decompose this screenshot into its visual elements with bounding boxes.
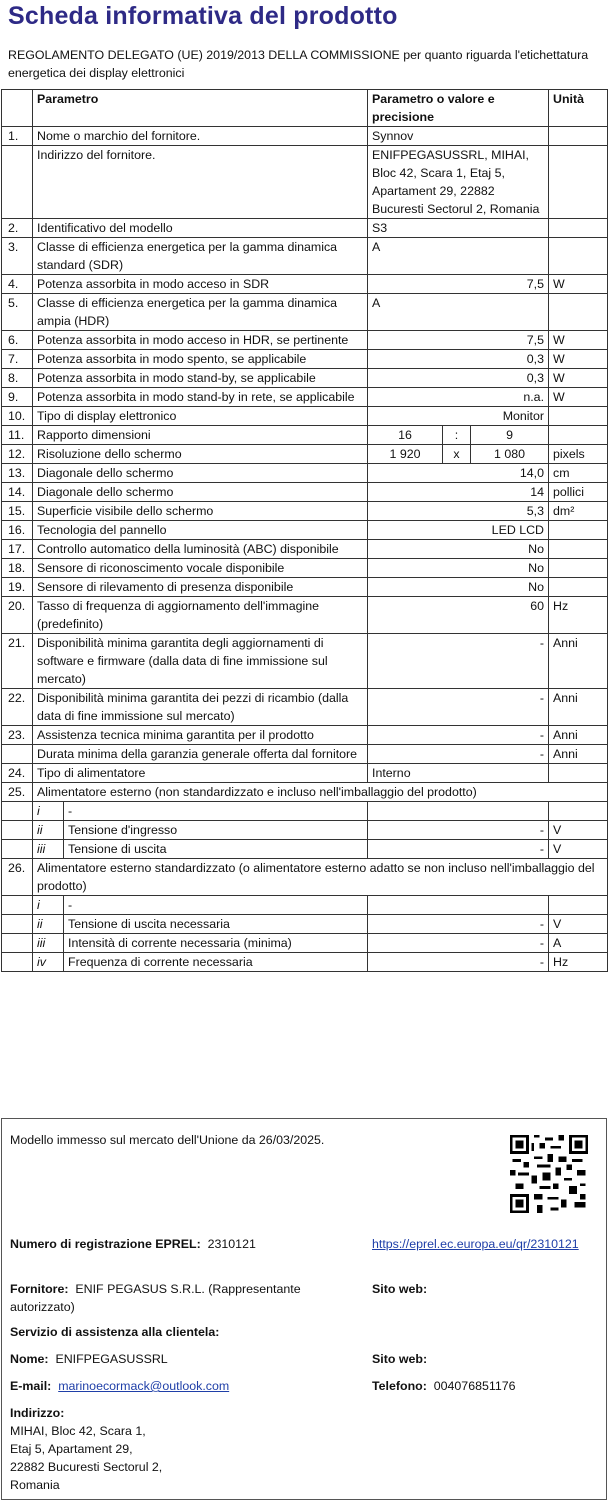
row-parameter: Diagonale dello schermo: [33, 483, 368, 502]
address-line: 22882 Bucuresti Sectorul 2,: [10, 1460, 163, 1474]
row-value: n.a.: [368, 388, 549, 407]
table-row: [2, 350, 608, 369]
email-link[interactable]: marinoecormack@outlook.com: [58, 1379, 230, 1393]
psu-item-label: -: [64, 802, 368, 821]
table-row: [2, 726, 608, 745]
psu-heading: Alimentatore esterno standardizzato (o alimentatore esterno adatto se non incluso nell'imballaggio del prodotto): [33, 859, 608, 896]
website-label-1: Sito web:: [372, 1282, 428, 1296]
blank-cell: [2, 802, 33, 821]
email-label: E-mail:: [10, 1379, 52, 1393]
table-row: [2, 331, 608, 350]
row-parameter: Classe di efficienza energetica per la gamma dinamica ampia (HDR): [33, 294, 368, 331]
psu-item-unit: Hz: [549, 953, 608, 972]
row-parameter: Disponibilità minima garantita degli aggiornamenti di software e firmware (dalla data di fine immissione sul mercato): [33, 634, 368, 689]
row-unit: [549, 127, 608, 146]
row-parameter: Tipo di display elettronico: [33, 407, 368, 426]
psu-item-row: [2, 896, 608, 915]
address-block: [10, 1422, 310, 1494]
row-value: 5,3: [368, 502, 549, 521]
table-row: [2, 426, 608, 445]
psu-item-unit: [549, 896, 608, 915]
table-row: [2, 275, 608, 294]
psu-item-value: [368, 802, 549, 821]
row-parameter: Nome o marchio del fornitore.: [33, 127, 368, 146]
row-number: 9.: [2, 388, 33, 407]
supplier-value: ENIF PEGASUS S.R.L. (Rappresentante autorizzato): [10, 1282, 301, 1314]
row-unit: pollici: [549, 483, 608, 502]
psu-heading: Alimentatore esterno (non standardizzato e incluso nell'imballaggio del prodotto): [33, 783, 608, 802]
row-unit: [549, 559, 608, 578]
row-unit: [549, 407, 608, 426]
row-value-1: 1 920: [368, 445, 443, 464]
blank-cell: [2, 915, 33, 934]
row-parameter: Classe di efficienza energetica per la gamma dinamica standard (SDR): [33, 238, 368, 275]
row-parameter: Potenza assorbita in modo stand-by, se applicabile: [33, 369, 368, 388]
table-row: [2, 521, 608, 540]
psu-item-row: [2, 821, 608, 840]
row-value: No: [368, 559, 549, 578]
psu-item-label: Tensione di uscita: [64, 840, 368, 859]
row-unit: dm²: [549, 502, 608, 521]
row-value: Interno: [368, 764, 549, 783]
row-number: 19.: [2, 578, 33, 597]
header-param: Parametro: [33, 90, 368, 127]
psu-item-row: [2, 934, 608, 953]
row-unit: cm: [549, 464, 608, 483]
table-row: [2, 369, 608, 388]
row-unit: Anni: [549, 726, 608, 745]
row-number: 13.: [2, 464, 33, 483]
name-value: ENIFPEGASUSSRL: [55, 1352, 168, 1366]
row-parameter: Tasso di frequenza di aggiornamento dell'immagine (predefinito): [33, 597, 368, 634]
psu-item-index: i: [33, 802, 64, 821]
row-parameter: Potenza assorbita in modo acceso in HDR, se pertinente: [33, 331, 368, 350]
row-unit: [549, 219, 608, 238]
table-row: [2, 146, 608, 219]
row-unit: Anni: [549, 745, 608, 764]
row-value-2: 9: [471, 426, 549, 445]
row-value: -: [368, 726, 549, 745]
market-date-text: Modello immesso sul mercato dell'Unione da 26/03/2025.: [10, 1133, 325, 1147]
blank-cell: [2, 896, 33, 915]
qr-code-icon[interactable]: [510, 1135, 588, 1213]
row-value: 14: [368, 483, 549, 502]
table-row: [2, 445, 608, 464]
row-parameter: Disponibilità minima garantita dei pezzi di ricambio (dalla data di fine immissione sul mercato): [33, 689, 368, 726]
row-value: ENIFPEGASUSSRL, MIHAI, Bloc 42, Scara 1, Etaj 5, Apartament 29, 22882 Bucuresti Sectorul 2, Romania: [368, 146, 549, 219]
row-value: -: [368, 745, 549, 764]
psu-item-unit: V: [549, 840, 608, 859]
row-parameter: Risoluzione dello schermo: [33, 445, 368, 464]
psu-heading-row: [2, 859, 608, 896]
row-unit: [549, 294, 608, 331]
row-parameter: Identificativo del modello: [33, 219, 368, 238]
row-value-1: 16: [368, 426, 443, 445]
psu-item-value: -: [368, 953, 549, 972]
row-parameter: Controllo automatico della luminosità (ABC) disponibile: [33, 540, 368, 559]
row-unit: [549, 521, 608, 540]
table-row: [2, 764, 608, 783]
table-row: [2, 540, 608, 559]
row-number: 12.: [2, 445, 33, 464]
row-value: -: [368, 634, 549, 689]
address-label: Indirizzo:: [10, 1406, 65, 1420]
row-parameter: Indirizzo del fornitore.: [33, 146, 368, 219]
row-number: 25.: [2, 783, 33, 802]
blank-cell: [2, 821, 33, 840]
psu-item-value: [368, 896, 549, 915]
eprel-registration: [10, 1235, 360, 1253]
row-unit: [549, 426, 608, 445]
row-number: [2, 146, 33, 219]
address-line: MIHAI, Bloc 42, Scara 1,: [10, 1424, 146, 1438]
row-value: No: [368, 540, 549, 559]
address-line: Etaj 5, Apartament 29,: [10, 1442, 133, 1456]
row-parameter: Potenza assorbita in modo stand-by in rete, se applicabile: [33, 388, 368, 407]
phone-row: [372, 1377, 516, 1395]
table-header-row: [2, 90, 608, 127]
psu-item-unit: [549, 802, 608, 821]
psu-item-value: -: [368, 821, 549, 840]
psu-item-index: iv: [33, 953, 64, 972]
row-number: 3.: [2, 238, 33, 275]
row-number: 1.: [2, 127, 33, 146]
row-number: 17.: [2, 540, 33, 559]
psu-item-label: Tensione d'ingresso: [64, 821, 368, 840]
eprel-number: 2310121: [207, 1237, 256, 1251]
row-parameter: Sensore di riconoscimento vocale disponibile: [33, 559, 368, 578]
table-row: [2, 559, 608, 578]
row-number: 14.: [2, 483, 33, 502]
psu-item-value: -: [368, 840, 549, 859]
row-number: 16.: [2, 521, 33, 540]
row-number: 10.: [2, 407, 33, 426]
table-row: [2, 745, 608, 764]
website-label-2: Sito web:: [372, 1352, 428, 1366]
row-value: S3: [368, 219, 549, 238]
psu-item-value: -: [368, 934, 549, 953]
psu-item-index: ii: [33, 821, 64, 840]
psu-item-unit: V: [549, 821, 608, 840]
row-parameter: Potenza assorbita in modo acceso in SDR: [33, 275, 368, 294]
table-row: [2, 483, 608, 502]
eprel-link[interactable]: https://eprel.ec.europa.eu/qr/2310121: [372, 1237, 579, 1251]
row-unit: W: [549, 331, 608, 350]
table-row: [2, 238, 608, 275]
eprel-label: Numero di registrazione EPREL:: [10, 1237, 201, 1251]
row-parameter: Assistenza tecnica minima garantita per il prodotto: [33, 726, 368, 745]
psu-heading-row: [2, 783, 608, 802]
row-number: 20.: [2, 597, 33, 634]
row-separator: x: [443, 445, 471, 464]
row-parameter: Superficie visibile dello schermo: [33, 502, 368, 521]
header-unit: Unità: [549, 90, 608, 127]
psu-item-unit: A: [549, 934, 608, 953]
row-parameter: Tecnologia del pannello: [33, 521, 368, 540]
table-row: [2, 127, 608, 146]
psu-item-row: [2, 840, 608, 859]
name-row: [10, 1350, 168, 1368]
row-unit: [549, 540, 608, 559]
row-unit: [549, 238, 608, 275]
supplier-info-panel: [1, 1118, 607, 1500]
row-separator: :: [443, 426, 471, 445]
table-row: [2, 294, 608, 331]
row-number: 2.: [2, 219, 33, 238]
row-value: 7,5: [368, 275, 549, 294]
psu-item-index: ii: [33, 915, 64, 934]
supplier-label: Fornitore:: [10, 1282, 69, 1296]
row-value: -: [368, 689, 549, 726]
row-unit: W: [549, 369, 608, 388]
row-value: Synnov: [368, 127, 549, 146]
psu-item-index: i: [33, 896, 64, 915]
table-row: [2, 388, 608, 407]
row-value: 14,0: [368, 464, 549, 483]
row-parameter: Diagonale dello schermo: [33, 464, 368, 483]
row-parameter: Sensore di rilevamento di presenza disponibile: [33, 578, 368, 597]
row-value: 7,5: [368, 331, 549, 350]
row-parameter: Tipo di alimentatore: [33, 764, 368, 783]
row-unit: Anni: [549, 634, 608, 689]
row-number: 24.: [2, 764, 33, 783]
row-unit: W: [549, 275, 608, 294]
supplier-row: [10, 1280, 362, 1316]
row-unit: W: [549, 350, 608, 369]
email-row: [10, 1377, 229, 1395]
row-number: 6.: [2, 331, 33, 350]
row-number: 22.: [2, 689, 33, 726]
psu-item-index: iii: [33, 934, 64, 953]
psu-item-index: iii: [33, 840, 64, 859]
table-row: [2, 502, 608, 521]
row-number: 11.: [2, 426, 33, 445]
psu-item-label: Tensione di uscita necessaria: [64, 915, 368, 934]
row-unit: pixels: [549, 445, 608, 464]
row-number: 21.: [2, 634, 33, 689]
row-unit: [549, 764, 608, 783]
row-number: 8.: [2, 369, 33, 388]
row-number: [2, 745, 33, 764]
psu-item-row: [2, 953, 608, 972]
blank-cell: [2, 934, 33, 953]
row-number: 18.: [2, 559, 33, 578]
row-number: 26.: [2, 859, 33, 896]
row-number: 15.: [2, 502, 33, 521]
row-number: 7.: [2, 350, 33, 369]
row-value: 0,3: [368, 369, 549, 388]
row-unit: [549, 146, 608, 219]
page-title: Scheda informativa del prodotto: [8, 2, 398, 30]
row-value: Monitor: [368, 407, 549, 426]
row-value: 60: [368, 597, 549, 634]
table-row: [2, 407, 608, 426]
row-parameter: Potenza assorbita in modo spento, se applicabile: [33, 350, 368, 369]
phone-label: Telefono:: [372, 1379, 427, 1393]
phone-value: 004076851176: [433, 1379, 516, 1393]
blank-cell: [2, 953, 33, 972]
psu-item-label: Intensità di corrente necessaria (minima): [64, 934, 368, 953]
psu-item-label: -: [64, 896, 368, 915]
table-row: [2, 578, 608, 597]
row-unit: W: [549, 388, 608, 407]
row-parameter: Durata minima della garanzia generale offerta dal fornitore: [33, 745, 368, 764]
psu-item-unit: V: [549, 915, 608, 934]
psu-item-label: Frequenza di corrente necessaria: [64, 953, 368, 972]
table-row: [2, 689, 608, 726]
row-value-2: 1 080: [471, 445, 549, 464]
psu-item-row: [2, 915, 608, 934]
table-row: [2, 597, 608, 634]
row-value: LED LCD: [368, 521, 549, 540]
address-line: Romania: [10, 1478, 60, 1492]
row-parameter: Rapporto dimensioni: [33, 426, 368, 445]
customer-service-heading: Servizio di assistenza alla clientela:: [10, 1325, 220, 1339]
row-value: 0,3: [368, 350, 549, 369]
row-value: A: [368, 238, 549, 275]
table-row: [2, 219, 608, 238]
row-number: 4.: [2, 275, 33, 294]
row-value: A: [368, 294, 549, 331]
table-row: [2, 464, 608, 483]
row-value: No: [368, 578, 549, 597]
row-number: 5.: [2, 294, 33, 331]
psu-item-value: -: [368, 915, 549, 934]
row-unit: [549, 578, 608, 597]
row-unit: Anni: [549, 689, 608, 726]
regulation-subtitle: REGOLAMENTO DELEGATO (UE) 2019/2013 DELLA COMMISSIONE per quanto riguarda l'etichettatura energetica dei display elettronici: [8, 48, 589, 80]
spec-table: [1, 89, 608, 972]
table-row: [2, 634, 608, 689]
psu-item-row: [2, 802, 608, 821]
blank-cell: [2, 840, 33, 859]
row-unit: Hz: [549, 597, 608, 634]
row-number: 23.: [2, 726, 33, 745]
header-value: Parametro o valore e precisione: [368, 90, 549, 127]
name-label: Nome:: [10, 1352, 49, 1366]
